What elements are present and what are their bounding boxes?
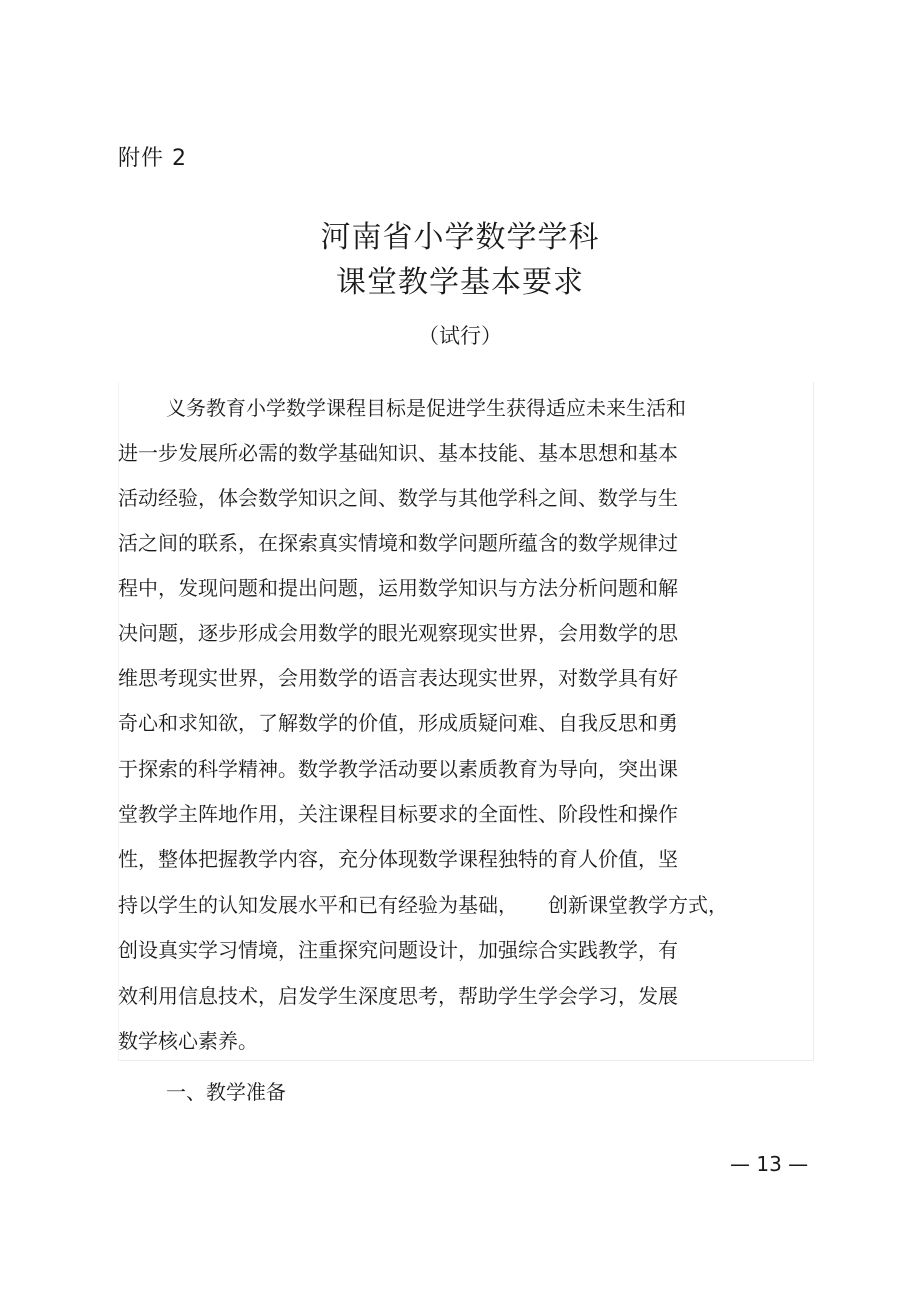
body-line: 堂教学主阵地作用，关注课程目标要求的全面性、阶段性和操作	[118, 802, 678, 826]
body-line: 性，整体把握教学内容，充分体现数学课程独特的育人价值，坚	[118, 847, 678, 871]
body-line: 程中，发现问题和提出问题，运用数学知识与方法分析问题和解	[118, 576, 678, 600]
body-line: 数学核心素养。	[118, 1029, 258, 1053]
body-line: 于探索的科学精神。数学教学活动要以素质教育为导向，突出课	[118, 757, 678, 781]
body-line: 效利用信息技术，启发学生深度思考，帮助学生学会学习，发展	[118, 984, 678, 1008]
attachment-label: 附件 2	[118, 146, 187, 171]
body-line: 活动经验，体会数学知识之间、数学与其他学科之间、数学与生	[118, 486, 678, 510]
document-title-line-1: 河南省小学数学学科	[320, 220, 600, 255]
document-title-line-2: 课堂教学基本要求	[336, 265, 584, 300]
body-line: 维思考现实世界，会用数学的语言表达现实世界，对数学具有好	[118, 666, 678, 690]
page-number: — 13 —	[730, 1152, 809, 1176]
body-line: 义务教育小学数学课程目标是促进学生获得适应未来生活和	[166, 396, 686, 420]
body-line: 创设真实学习情境，注重探究问题设计，加强综合实践教学，有	[118, 938, 678, 962]
body-line: 决问题，逐步形成会用数学的眼光观察现实世界，会用数学的思	[118, 621, 678, 645]
body-line: 持以学生的认知发展水平和已有经验为基础， 创新课堂教学方式，	[118, 893, 728, 917]
section-heading: 一、教学准备	[166, 1080, 286, 1104]
body-line: 进一步发展所必需的数学基础知识、基本技能、基本思想和基本	[118, 441, 678, 465]
document-subtitle: （试行）	[418, 324, 502, 348]
body-line: 奇心和求知欲，了解数学的价值，形成质疑问难、自我反思和勇	[118, 711, 678, 735]
body-line: 活之间的联系，在探索真实情境和数学问题所蕴含的数学规律过	[118, 531, 678, 555]
